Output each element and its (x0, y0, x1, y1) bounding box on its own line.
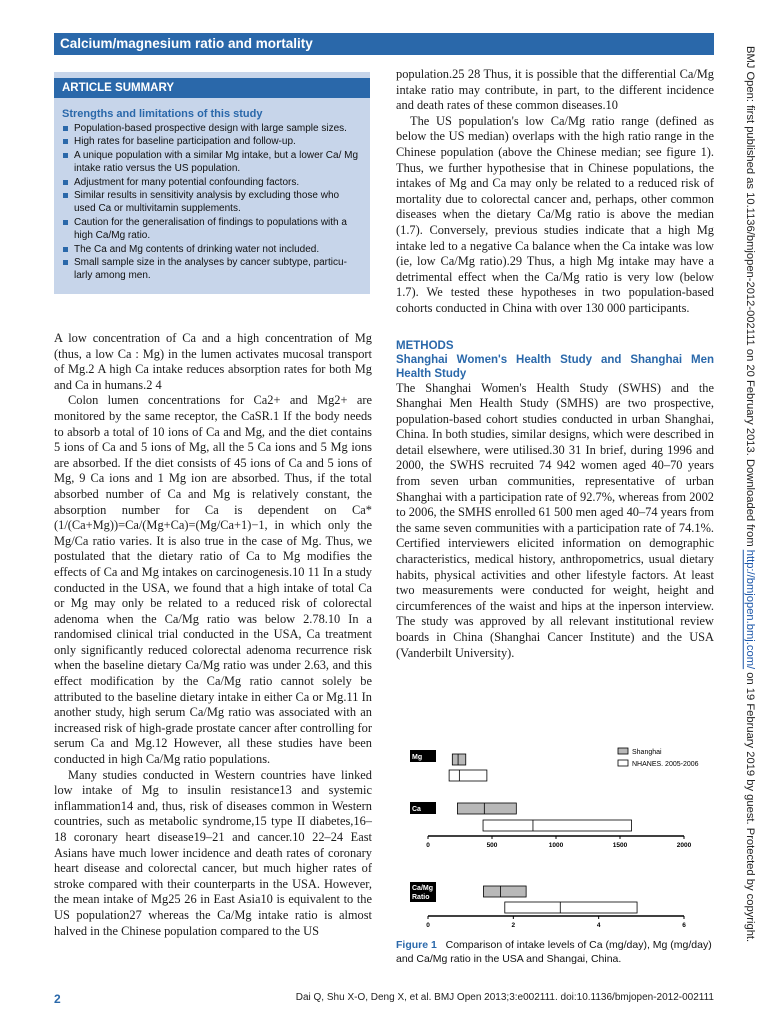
box (483, 820, 631, 831)
legend-label: Shanghai (632, 749, 662, 756)
ca-axis-tick-label: 0 (426, 842, 430, 849)
running-header (54, 33, 714, 55)
citation-reference: Dai Q, Shu X-O, Deng X, et al. BMJ Open 2013;3:e002111. doi:10.1136/bmjopen-2012-002111 (295, 992, 714, 1003)
ca-axis-tick-label: 2000 (676, 842, 692, 849)
summary-item: Caution for the generalisation of findings to populations with a high Ca/Mg ratio. (74, 216, 362, 243)
paragraph: The US population's low Ca/Mg ratio range (defined as below the US median) overlaps with the high ratio range in the Chinese population (above the Chinese median; see figure 1). Thus, we further hypothesise that in Chinese populations, the intakes of Mg and Ca may only be related to a reduced risk of mortality due to colorectal cancer and, perhaps, other common diseases when the dietary Ca/Mg ratio is above the median (1.7). Conversely, previous studies indicate that a high Mg intake led to a negative Ca balance when the Ca intake was low (ie, low Ca/Mg ratio).29 Thus, a high Mg intake may have a detrimental effect when the Ca/Mg ratio is very low (below 1.7). We tested these hypotheses in two population-based cohorts conducted in China with over 130 000 participants. (396, 113, 714, 315)
box (483, 886, 526, 897)
summary-item: High rates for baseline participation and follow-up. (74, 135, 362, 148)
ca-axis-tick-label: 1500 (612, 842, 628, 849)
panel-label-text: Mg (412, 754, 423, 761)
summary-item: Adjustment for many potential confounding factors. (74, 176, 362, 189)
panel-label-text: Ca (412, 806, 421, 813)
paragraph: A low concentration of Ca and a high concentration of Mg (thus, a low Ca : Mg) in the lumen activates mucosal transport of Mg.2 A high Ca intake reduces absorption rates for both Mg and Ca in humans.2 4 (54, 331, 372, 392)
paragraph: Colon lumen concentrations for Ca2+ and Mg2+ are monitored by the same receptor, the CaSR.1 If the body needs to absorb a total of 10 ions of Ca and Mg, and the diet contains 5 ions of Ca and 5 ions of Mg, all the 5 Ca ions and 5 Mg ions are absorbed. If the diet consists of 45 ions of Ca and 5 ions of Mg, 9 Ca ions and 1 Mg ion are absorbed. Thus, if the total absorbed number of Ca and Mg is relatively constant, the absorption number for Ca is dependent on Ca*(1/(Ca+Mg))=Ca/(Mg+Ca)=(Mg/Ca+1)−1, in which only the Mg/Ca ratio varies. It is also true in the case of Mg. Thus, we postulated that the dietary ratio of Ca to Mg modifies the effects of Ca and Mg intakes on carcinogenesis.10 11 In a study conducted in the USA, we found that a high intake of total Ca or Mg may only be related to a reduced risk of colorectal adenoma when the Ca/Mg ratio was below 2.78.10 In a randomised clinical trial conducted in the USA, Ca treatment only significantly reduced colorectal adenoma recurrence risk when the baseline dietary Ca/Mg ratio was under 2.63, and this effect modification by the Ca/Mg ratio cannot solely be attributed to the baseline dietary intake in either Ca or Mg.11 In another study, high serum Ca/Mg ratio was associated with an increased risk of high-grade prostate cancer after controlling for serum Ca and Mg.12 However, all these studies have been conducted in high Ca/Mg ratio populations. (54, 393, 372, 767)
panel-label-text: Ratio (412, 894, 430, 901)
box (457, 803, 516, 814)
box (452, 754, 465, 765)
figure-caption-label: Figure 1 (396, 939, 437, 951)
summary-list (54, 122, 370, 283)
bmjopen-link[interactable]: http://bmjopen.bmj.com/ (744, 549, 756, 670)
figure-1-chart (396, 738, 714, 928)
article-summary-title: ARTICLE SUMMARY (54, 78, 370, 98)
article-summary-box (54, 72, 370, 294)
side-note-text-end: on 19 February 2019 by guest. Protected by copyright. (744, 669, 756, 943)
box (449, 770, 487, 781)
paragraph: Many studies conducted in Western countries have linked low intake of Mg to insulin resistance13 and systemic inflammation14 and, thus, risk of diseases common in Western countries, such as metabolic syndrome,15 type II diabetes,16–18 coronary heart disease19–21 and cancer.10 22–24 East Asians have much lower incidence and death rates of coronary heart disease and colorectal cancer, but much higher rates of stroke compared with their counterparts in the USA. However, the mean intake of Mg25 26 in East Asia10 is equivalent to the US population27 whereas the Ca/Mg intake ratio is almost halved in the Chinese population compared to the US (54, 767, 372, 938)
figure-caption-text: Comparison of intake levels of Ca (mg/day), Mg (mg/day) and Ca/Mg ratio in the USA and Shangai, China. (396, 939, 712, 965)
figure-1 (396, 738, 714, 928)
ratio-axis-tick-label: 0 (426, 922, 430, 928)
methods-heading: METHODS (396, 339, 454, 352)
strengths-limitations-heading: Strengths and limitations of this study (62, 108, 263, 120)
ratio-axis-tick-label: 6 (682, 922, 686, 928)
side-download-note (738, 46, 762, 976)
legend-swatch (618, 760, 628, 766)
panel-label-text: Ca/Mg (412, 885, 433, 892)
legend-swatch (618, 748, 628, 754)
ratio-axis-tick-label: 2 (511, 922, 516, 928)
paragraph: The Shanghai Women's Health Study (SWHS) and the Shanghai Men Health Study (SMHS) are two prospective, population-based cohort studies conducted in urban Shanghai, China. In both studies, similar designs, which were described in detail elsewhere, were utilised.30 31 In brief, during 1996 and 2000, the SWHS recruited 74 942 women aged 40–70 years from seven urban communities, representative of urban Shanghai with a participation rate of 92.7%, whereas from 2002 to 2006, the SMHS enrolled 61 500 men aged 40–74 years from the same seven communities with a participation rate of 74.1%. Certified interviewers elicited information on demographic characteristics, medical history, anthropometrics, usual dietary habits, physical activities and other lifestyle factors. At least two measurements were conducted for weight, height and circumferences of the waist and hips at the inperson interview. The study was approved by all relevant institutional review boards in China (Shanghai Cancer Institute) and the USA (Vanderbilt University). (396, 380, 714, 660)
ca-axis-tick-label: 1000 (548, 842, 564, 849)
right-column (396, 67, 714, 661)
side-note-text-start: BMJ Open: first published as 10.1136/bmjopen-2012-002111 on 20 February 2013. Downloaded from (744, 46, 756, 550)
ca-axis-tick-label: 500 (486, 842, 498, 849)
ratio-axis-tick-label: 4 (596, 922, 601, 928)
left-column (54, 331, 372, 939)
page-number: 2 (54, 992, 61, 1006)
summary-item: A unique population with a similar Mg intake, but a lower Ca/ Mg intake ratio versus the US population. (74, 149, 362, 176)
legend-label: NHANES. 2005-2006 (632, 761, 699, 768)
summary-item: The Ca and Mg contents of drinking water not included. (74, 243, 362, 256)
summary-item: Similar results in sensitivity analysis by excluding those who used Ca or multivitamin supplements. (74, 189, 362, 216)
figure-caption (396, 938, 714, 966)
running-header-title: Calcium/magnesium ratio and mortality (60, 36, 313, 51)
paragraph: population.25 28 Thus, it is possible that the differential Ca/Mg intake ratio may contribute, in part, to the different incidence and death rates of these common diseases.10 (396, 67, 714, 113)
summary-item: Population-based prospective design with large sample sizes. (74, 122, 362, 135)
summary-item: Small sample size in the analyses by cancer subtype, particu- larly among men. (74, 256, 362, 283)
cohort-subheading: Shanghai Women's Health Study and Shanghai Men Health Study (396, 353, 714, 380)
box (505, 902, 637, 913)
